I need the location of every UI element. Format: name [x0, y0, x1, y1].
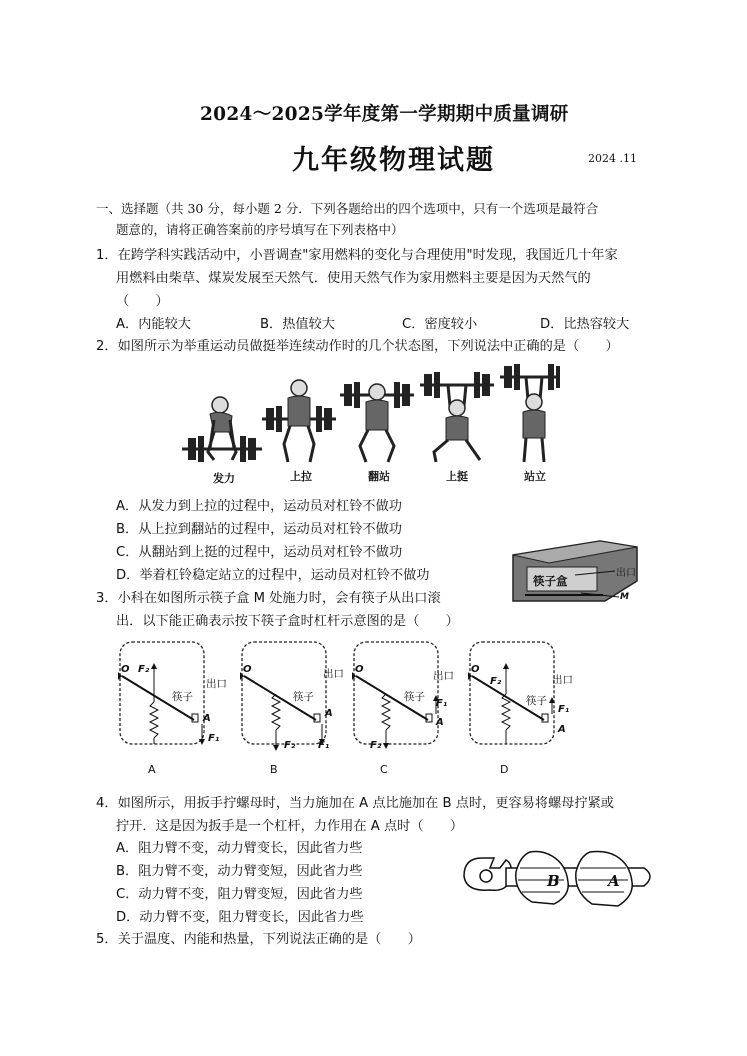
diagram-c-exit: 出口: [433, 670, 454, 682]
lifter-stage-1: [182, 397, 262, 462]
diagram-a-f2: F₂: [138, 664, 150, 675]
diagram-c-chopstick: 筷子: [404, 691, 425, 703]
q4-option-d: D．动力臂不变，阻力臂变长，因此省力些: [116, 910, 364, 925]
section-instruction-line2: 题意的，请将正确答案前的序号填写在下列表格中）: [116, 222, 404, 237]
q1-option-a: A．内能较大: [116, 317, 191, 332]
lifter-stage-3: [340, 382, 414, 462]
diagram-b-o: O: [243, 664, 252, 675]
lifter-stage-4: [420, 372, 494, 462]
diagram-d-f1: F₁: [558, 704, 570, 715]
diagram-d-chopstick: 筷子: [526, 695, 547, 707]
diagram-b-f1: F₁: [318, 740, 330, 751]
q1-option-b: B．热值较大: [260, 317, 335, 332]
section-instruction-line1: 一、选择题（共 30 分，每小题 2 分．下列各题给出的四个选项中，只有一个选项是最符合: [96, 201, 599, 216]
q4-option-a: A．阻力臂不变，动力臂变长，因此省力些: [116, 841, 363, 856]
diagram-a-o: O: [121, 664, 130, 675]
wrench-figure: [460, 846, 660, 916]
q3-stem-line2: 出．以下能正确表示按下筷子盒时杠杆示意图的是（ ）: [116, 614, 459, 629]
diagram-b-a: A: [325, 708, 333, 719]
q4-stem-line1: 4．如图所示，用扳手拧螺母时，当力施加在 A 点比施加在 B 点时，更容易将螺母拧紧或: [96, 796, 614, 811]
q3-stem-line1: 3．小科在如图所示筷子盒 M 处施力时，会有筷子从出口滚: [96, 591, 441, 606]
choice-label-c: C: [380, 763, 388, 776]
q4-option-c: C．动力臂不变，阻力臂变短，因此省力些: [116, 887, 363, 902]
diagram-a-f1: F₁: [208, 733, 220, 744]
chopstick-box-exit-label: 出口: [616, 568, 636, 579]
diagram-a-a: A: [203, 713, 211, 724]
q4-stem-line2: 拧开．这是因为扳手是一个杠杆，力作用在 A 点时（ ）: [116, 819, 464, 834]
figure-label-2: 上拉: [290, 470, 312, 483]
figure-label-1: 发力: [213, 472, 235, 485]
q1-stem-line2: 用燃料由柴草、煤炭发展至天然气．使用天然气作为家用燃料主要是因为天然气的: [116, 271, 591, 286]
q2-option-c: C．从翻站到上挺的过程中，运动员对杠铃不做功: [116, 545, 403, 560]
q1-stem-line1: 1．在跨学科实践活动中，小晋调查"家用燃料的变化与合理使用"时发现，我国近几十年家: [96, 248, 618, 263]
diagram-d-a: A: [558, 724, 566, 735]
q1-option-c: C．密度较小: [402, 317, 478, 332]
diagram-b-f2: F₂: [284, 740, 296, 751]
lifter-stage-5: [500, 364, 560, 462]
diagram-d-o: O: [471, 664, 480, 675]
q2-option-d: D．举着杠铃稳定站立的过程中，运动员对杠铃不做功: [116, 568, 430, 583]
chopstick-box-label: 筷子盒: [533, 574, 568, 588]
figure-label-3: 翻站: [368, 470, 390, 483]
choice-label-a: A: [148, 763, 156, 776]
diagram-d-exit: 出口: [552, 674, 573, 686]
diagram-a-chopstick: 筷子: [172, 691, 193, 703]
figure-label-4: 上挺: [446, 470, 468, 483]
diagram-c-f1: F₁: [436, 698, 448, 709]
diagram-b-chopstick: 筷子: [293, 691, 314, 703]
chopstick-box-m-label: M: [620, 592, 629, 602]
choice-label-d: D: [500, 763, 509, 776]
q1-option-d: D．比热容较大: [540, 317, 630, 332]
exam-date: 2024 .11: [588, 152, 637, 165]
exam-subtitle: 九年级物理试题: [292, 145, 495, 176]
diagram-d-f2: F₂: [490, 676, 502, 687]
q4-option-b: B．阻力臂不变，动力臂变短，因此省力些: [116, 864, 363, 879]
diagram-a-exit: 出口: [206, 678, 227, 690]
wrench-label-a: A: [608, 872, 620, 890]
figure-label-5: 站立: [524, 470, 546, 483]
choice-label-b: B: [270, 763, 278, 776]
diagram-c-f2: F₂: [370, 740, 382, 751]
diagram-c-a: A: [436, 717, 444, 728]
q2-stem: 2．如图所示为举重运动员做挺举连续动作时的几个状态图，下列说法中正确的是（ ）: [96, 339, 619, 354]
lever-diagram-c: [352, 642, 438, 746]
q1-answer-bracket: （ ）: [116, 294, 169, 309]
lifter-stage-2: [262, 380, 336, 462]
q2-option-a: A．从发力到上拉的过程中，运动员对杠铃不做功: [116, 499, 402, 514]
q5-stem: 5．关于温度、内能和热量，下列说法正确的是（ ）: [96, 932, 421, 947]
diagram-c-o: O: [355, 664, 364, 675]
exam-title: 2024～2025学年度第一学期期中质量调研: [200, 104, 569, 125]
wrench-label-b: B: [547, 872, 560, 890]
q2-option-b: B．从上拉到翻站的过程中，运动员对杠铃不做功: [116, 522, 402, 537]
diagram-b-exit: 出口: [323, 668, 344, 680]
